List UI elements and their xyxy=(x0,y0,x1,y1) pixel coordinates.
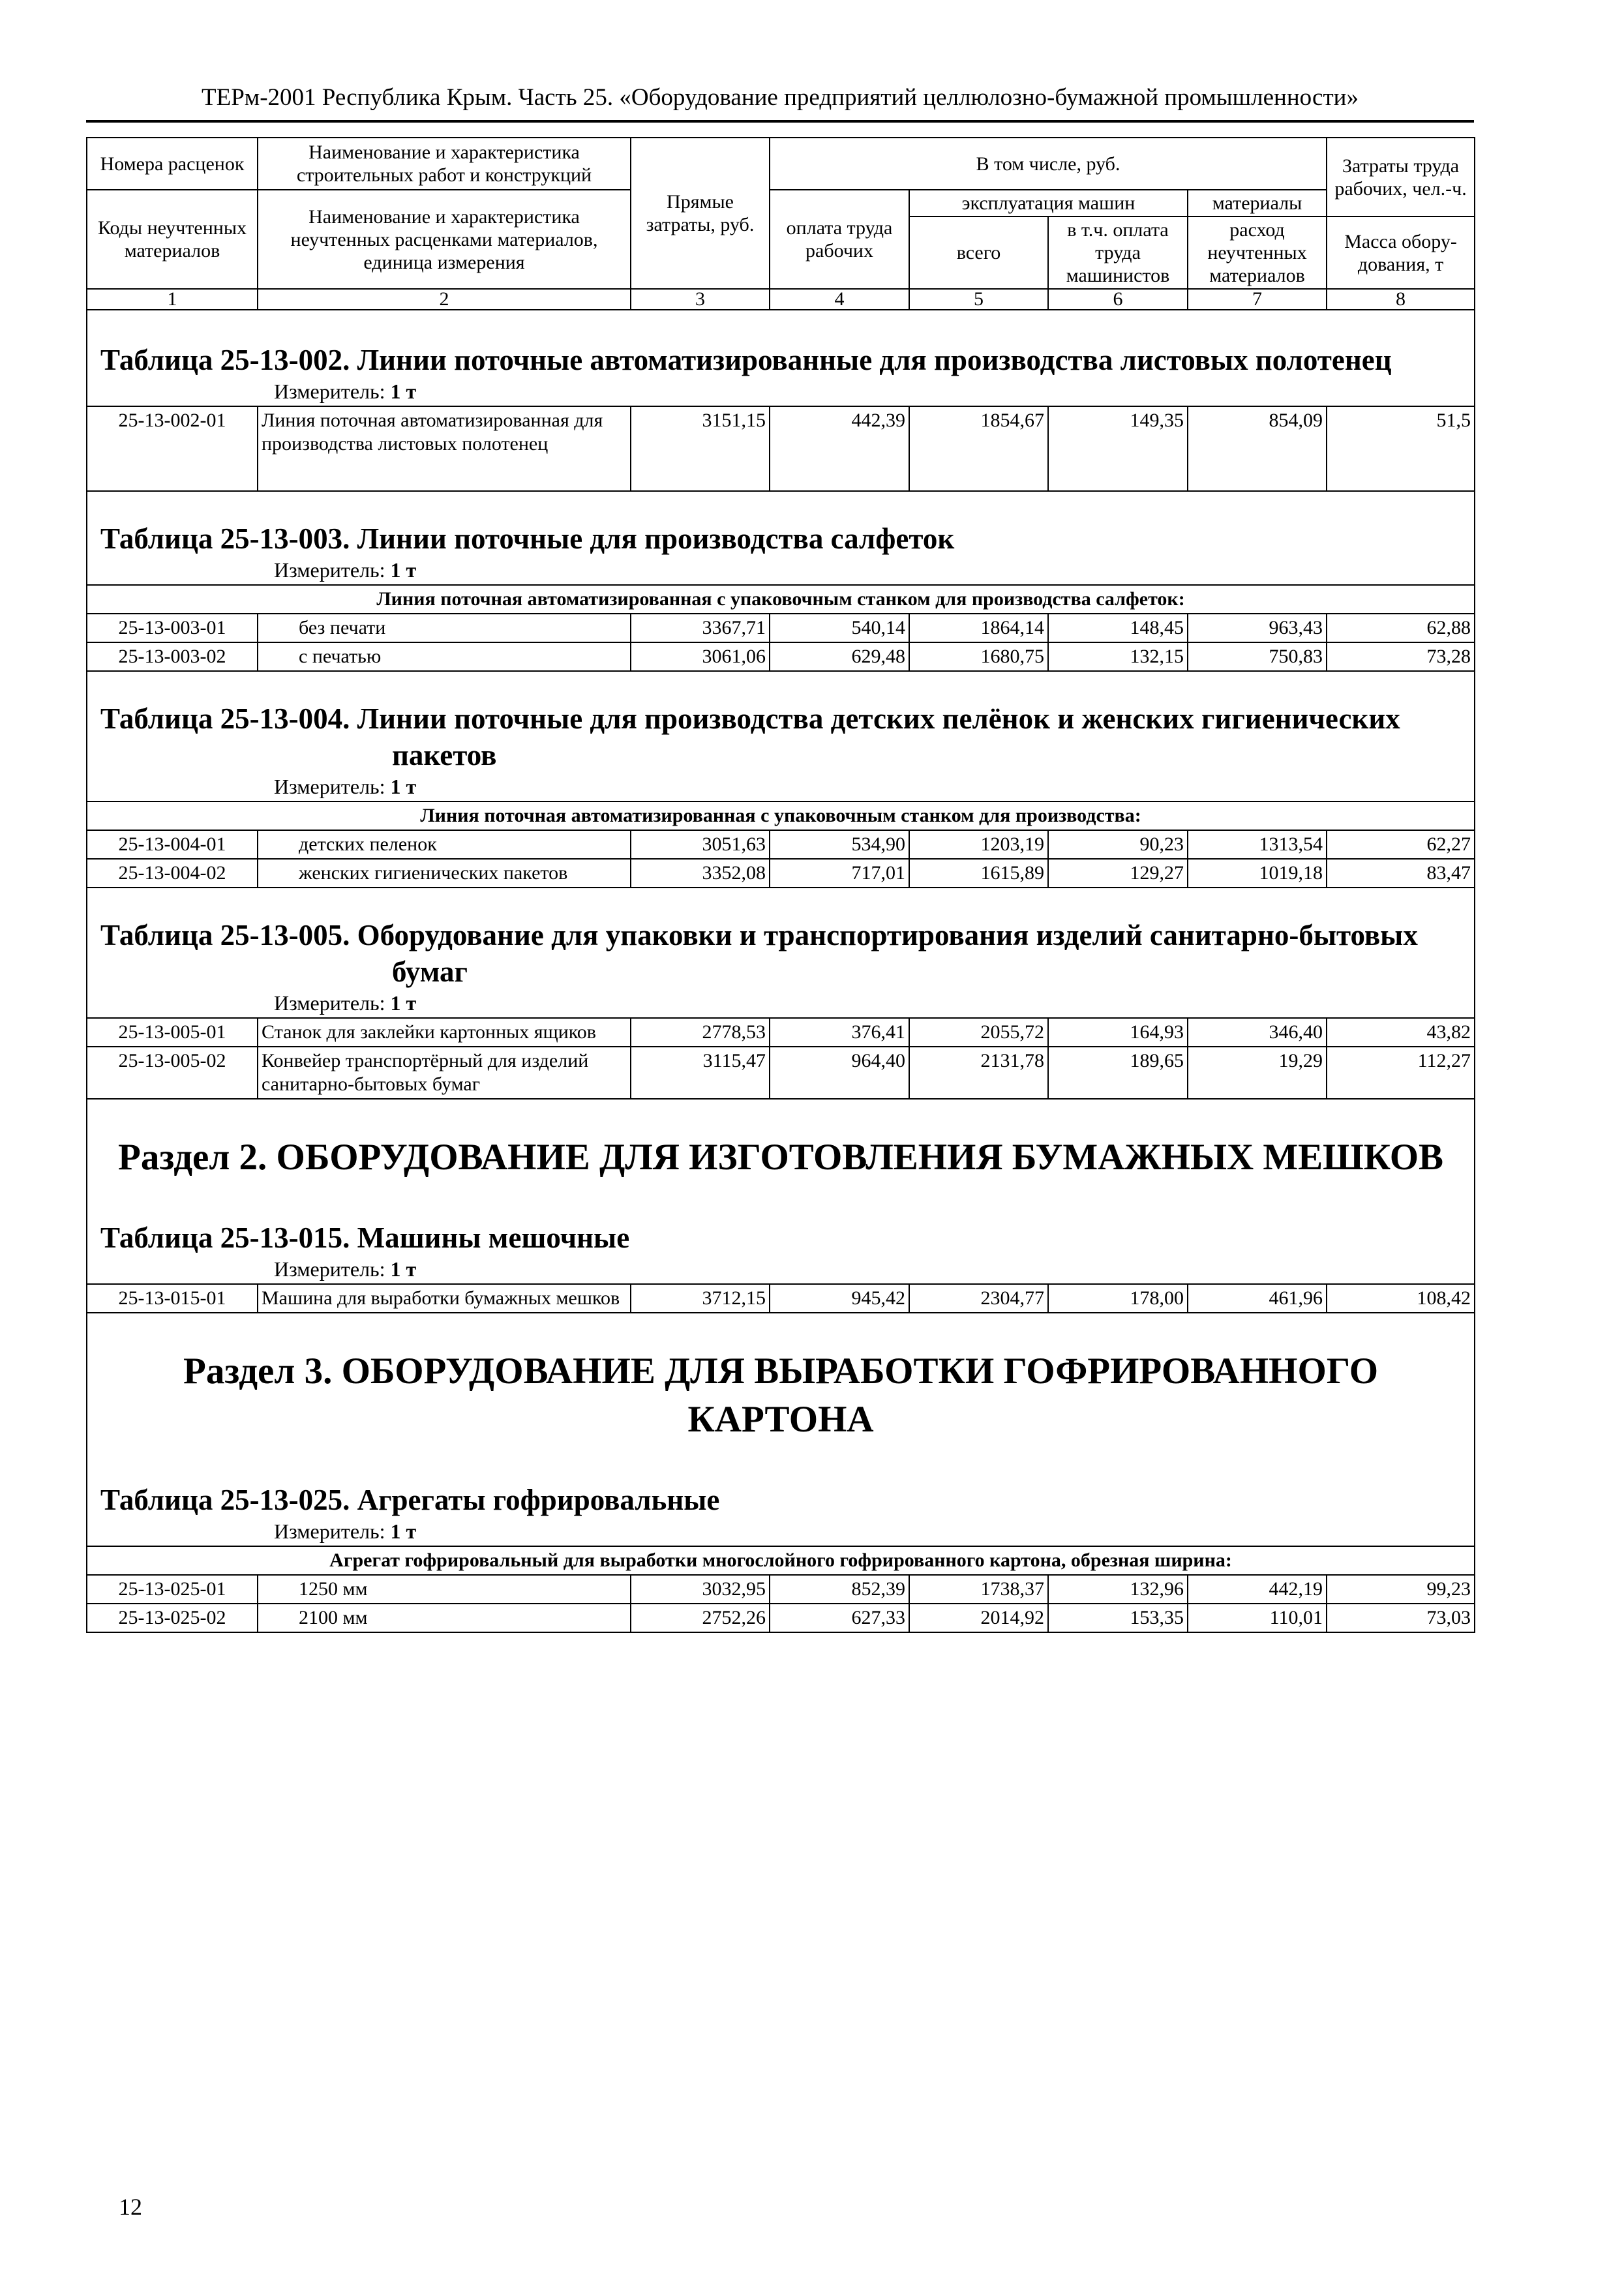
work-hours: 43,82 xyxy=(1327,1018,1475,1047)
header-col2-top: Наименование и характеристика строительных работ и конструкций xyxy=(258,138,631,190)
unit-measure: Измеритель: 1 т xyxy=(274,1519,417,1543)
labor-cost: 534,90 xyxy=(770,830,909,859)
rate-name: Конвейер транспортёрный для изделий санитарно-бытовых бумаг xyxy=(258,1047,631,1099)
col-num: 6 xyxy=(1048,289,1188,310)
header-col4: оплата труда рабочих xyxy=(770,190,909,289)
labor-cost: 945,42 xyxy=(770,1284,909,1313)
labor-cost: 852,39 xyxy=(770,1575,909,1604)
work-hours: 62,27 xyxy=(1327,830,1475,859)
header-col8-bottom: Масса обору-дования, т xyxy=(1327,217,1475,289)
header-materials: материалы xyxy=(1188,190,1327,217)
header-col3: Прямые затраты, руб. xyxy=(631,138,770,289)
group-heading: Линия поточная автоматизированная с упаковочным станком для производства салфеток: xyxy=(87,585,1475,614)
document-page xyxy=(86,78,1474,1633)
labor-cost: 629,48 xyxy=(770,642,909,671)
rate-name: Станок для заклейки картонных ящиков xyxy=(258,1018,631,1047)
machinist-cost: 164,93 xyxy=(1048,1018,1188,1047)
machine-cost: 1680,75 xyxy=(909,642,1048,671)
rate-code: 25-13-004-01 xyxy=(87,830,258,859)
work-hours: 73,03 xyxy=(1327,1604,1475,1632)
direct-cost: 3712,15 xyxy=(631,1284,770,1313)
labor-cost: 376,41 xyxy=(770,1018,909,1047)
table-header xyxy=(87,138,1475,310)
unit-measure: Измеритель: 1 т xyxy=(274,1257,417,1281)
rate-code: 25-13-002-01 xyxy=(87,406,258,491)
header-col1-top: Номера расценок xyxy=(87,138,258,190)
table-row xyxy=(87,1047,1475,1099)
col-num: 4 xyxy=(770,289,909,310)
direct-cost: 3061,06 xyxy=(631,642,770,671)
material-cost: 110,01 xyxy=(1188,1604,1327,1632)
rate-code: 25-13-005-02 xyxy=(87,1047,258,1099)
running-header: ТЕРм-2001 Республика Крым. Часть 25. «Оборудование предприятий целлюлозно-бумажной промышленности» xyxy=(86,78,1474,123)
labor-cost: 627,33 xyxy=(770,1604,909,1632)
machine-cost: 1615,89 xyxy=(909,859,1048,888)
direct-cost: 3032,95 xyxy=(631,1575,770,1604)
unit-measure: Измеритель: 1 т xyxy=(274,558,417,582)
table-row xyxy=(87,1604,1475,1632)
machinist-cost: 132,96 xyxy=(1048,1575,1188,1604)
machinist-cost: 149,35 xyxy=(1048,406,1188,491)
section-title: Раздел 2. ОБОРУДОВАНИЕ ДЛЯ ИЗГОТОВЛЕНИЯ БУМАЖНЫХ МЕШКОВ xyxy=(118,1137,1444,1178)
work-hours: 112,27 xyxy=(1327,1047,1475,1099)
table-title-block xyxy=(87,310,1475,406)
group-heading: Линия поточная автоматизированная с упаковочным станком для производства: xyxy=(87,801,1475,830)
table-title-block xyxy=(87,491,1475,585)
machine-cost: 1738,37 xyxy=(909,1575,1048,1604)
page-number: 12 xyxy=(119,2194,142,2220)
table-row xyxy=(87,859,1475,888)
material-cost: 346,40 xyxy=(1188,1018,1327,1047)
unit-measure: Измеритель: 1 т xyxy=(274,380,417,403)
rate-code: 25-13-005-01 xyxy=(87,1018,258,1047)
col-num: 1 xyxy=(87,289,258,310)
work-hours: 73,28 xyxy=(1327,642,1475,671)
col-num: 5 xyxy=(909,289,1048,310)
unit-measure: Измеритель: 1 т xyxy=(274,775,417,798)
rate-code: 25-13-003-02 xyxy=(87,642,258,671)
section-title: Раздел 3. ОБОРУДОВАНИЕ ДЛЯ ВЫРАБОТКИ ГОФРИРОВАННОГО КАРТОНА xyxy=(183,1351,1379,1440)
work-hours: 99,23 xyxy=(1327,1575,1475,1604)
col-num: 8 xyxy=(1327,289,1475,310)
material-cost: 1019,18 xyxy=(1188,859,1327,888)
header-col2-bottom: Наименование и характеристика неучтенных расценками материалов, единица измерения xyxy=(258,190,631,289)
rate-name: Линия поточная автоматизированная для производства листовых полотенец xyxy=(258,406,631,491)
header-col7: расход неучтенных материалов xyxy=(1188,217,1327,289)
machine-cost: 2014,92 xyxy=(909,1604,1048,1632)
rate-code: 25-13-025-02 xyxy=(87,1604,258,1632)
rate-code: 25-13-003-01 xyxy=(87,614,258,642)
labor-cost: 442,39 xyxy=(770,406,909,491)
direct-cost: 2752,26 xyxy=(631,1604,770,1632)
col-num: 2 xyxy=(258,289,631,310)
table-title: Таблица 25-13-002. Линии поточные автоматизированные для производства листовых полотенец xyxy=(100,344,1392,376)
machine-cost: 2131,78 xyxy=(909,1047,1048,1099)
table-row xyxy=(87,1284,1475,1313)
header-machines: эксплуатация машин xyxy=(909,190,1188,217)
machinist-cost: 178,00 xyxy=(1048,1284,1188,1313)
machinist-cost: 90,23 xyxy=(1048,830,1188,859)
rate-name: без печати xyxy=(258,614,631,642)
material-cost: 1313,54 xyxy=(1188,830,1327,859)
direct-cost: 3151,15 xyxy=(631,406,770,491)
material-cost: 461,96 xyxy=(1188,1284,1327,1313)
table-title: Таблица 25-13-025. Агрегаты гофрировальные xyxy=(100,1484,720,1516)
header-col8-top: Затраты труда рабочих, чел.-ч. xyxy=(1327,138,1475,217)
col-num: 3 xyxy=(631,289,770,310)
rate-name: женских гигиенических пакетов xyxy=(258,859,631,888)
work-hours: 62,88 xyxy=(1327,614,1475,642)
machine-cost: 1864,14 xyxy=(909,614,1048,642)
rate-name: 1250 мм xyxy=(258,1575,631,1604)
material-cost: 854,09 xyxy=(1188,406,1327,491)
work-hours: 108,42 xyxy=(1327,1284,1475,1313)
table-title: Таблица 25-13-003. Линии поточные для производства салфеток xyxy=(100,522,955,555)
section-block xyxy=(87,1313,1475,1546)
labor-cost: 717,01 xyxy=(770,859,909,888)
table-row xyxy=(87,1575,1475,1604)
header-col1-bottom: Коды неучтенных материалов xyxy=(87,190,258,289)
col-num: 7 xyxy=(1188,289,1327,310)
table-title-block xyxy=(87,888,1475,1018)
direct-cost: 3352,08 xyxy=(631,859,770,888)
rate-name: детских пеленок xyxy=(258,830,631,859)
table-row xyxy=(87,614,1475,642)
machine-cost: 1854,67 xyxy=(909,406,1048,491)
table-title: Таблица 25-13-004. Линии поточные для производства детских пелёнок и женских гигиенических пакетов xyxy=(100,702,1400,771)
labor-cost: 540,14 xyxy=(770,614,909,642)
rate-code: 25-13-015-01 xyxy=(87,1284,258,1313)
table-row xyxy=(87,642,1475,671)
unit-measure: Измеритель: 1 т xyxy=(274,991,417,1015)
machinist-cost: 132,15 xyxy=(1048,642,1188,671)
group-heading: Агрегат гофрировальный для выработки многослойного гофрированного картона, обрезная ширина: xyxy=(87,1546,1475,1575)
machinist-cost: 189,65 xyxy=(1048,1047,1188,1099)
machinist-cost: 153,35 xyxy=(1048,1604,1188,1632)
material-cost: 19,29 xyxy=(1188,1047,1327,1099)
material-cost: 750,83 xyxy=(1188,642,1327,671)
direct-cost: 3051,63 xyxy=(631,830,770,859)
work-hours: 83,47 xyxy=(1327,859,1475,888)
table-title-block xyxy=(87,671,1475,801)
table-row xyxy=(87,1018,1475,1047)
rate-code: 25-13-004-02 xyxy=(87,859,258,888)
direct-cost: 3115,47 xyxy=(631,1047,770,1099)
labor-cost: 964,40 xyxy=(770,1047,909,1099)
rate-name: с печатью xyxy=(258,642,631,671)
table-title: Таблица 25-13-015. Машины мешочные xyxy=(100,1221,630,1254)
machine-cost: 1203,19 xyxy=(909,830,1048,859)
direct-cost: 3367,71 xyxy=(631,614,770,642)
direct-cost: 2778,53 xyxy=(631,1018,770,1047)
header-col6: в т.ч. оплата труда машинистов xyxy=(1048,217,1188,289)
machine-cost: 2055,72 xyxy=(909,1018,1048,1047)
material-cost: 963,43 xyxy=(1188,614,1327,642)
table-row xyxy=(87,830,1475,859)
rate-name: Машина для выработки бумажных мешков xyxy=(258,1284,631,1313)
price-table xyxy=(86,137,1475,1633)
machine-cost: 2304,77 xyxy=(909,1284,1048,1313)
rate-name: 2100 мм xyxy=(258,1604,631,1632)
work-hours: 51,5 xyxy=(1327,406,1475,491)
header-incl: В том числе, руб. xyxy=(770,138,1327,190)
column-numbers xyxy=(87,289,1475,310)
machinist-cost: 129,27 xyxy=(1048,859,1188,888)
material-cost: 442,19 xyxy=(1188,1575,1327,1604)
header-col5: всего xyxy=(909,217,1048,289)
section-block xyxy=(87,1099,1475,1284)
machinist-cost: 148,45 xyxy=(1048,614,1188,642)
rate-code: 25-13-025-01 xyxy=(87,1575,258,1604)
table-title: Таблица 25-13-005. Оборудование для упаковки и транспортирования изделий санитарно-бытовых бумаг xyxy=(100,919,1418,988)
table-row xyxy=(87,406,1475,491)
